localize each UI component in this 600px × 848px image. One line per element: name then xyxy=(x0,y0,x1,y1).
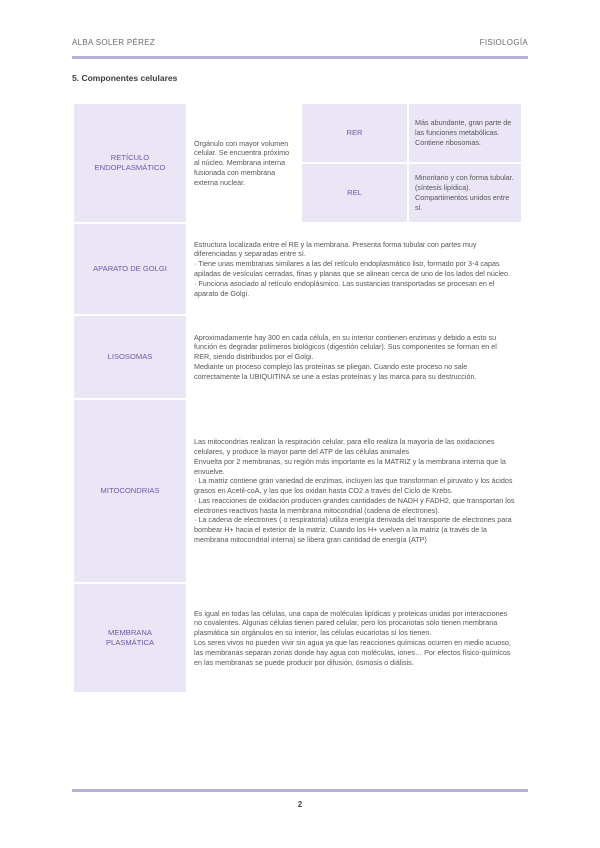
reticulo-description: Orgánulo con mayor volumen celular. Se encuentra próximo al núcleo. Membrana interna fusionada con membrana externa nuclear. xyxy=(188,104,300,222)
rer-label: RER xyxy=(302,104,407,162)
membrana-text: Es igual en todas las células, una capa de moléculas lipídicas y proteicas unidas por interacciones no covalentes. Algunas células tienen pared celular, pero los procariotas sólo tienen membrana plasmática sin orgánulos en su interior, las células eucariotas sí los tienen. Los seres vivos no pueden vivir sin agua ya que las reacciones químicas ocurren en medio acuoso, las membranas separan zonas donde hay agua con moléculas, iones… Por efectos físico-químicos en las membranas se puede producir por difusión, ósmosis o diálisis. xyxy=(188,584,521,692)
membrana-label: MEMBRANA PLASMÁTICA xyxy=(74,584,186,692)
header-divider xyxy=(72,56,528,59)
mitocondrias-text: Las mitocondrias realizan la respiración celular, para ello realiza la mayoría de las oxidaciones celulares, y produce la mayor parte del ATP de las células animales Envuelta por 2 membranas, su región más importante es la MATRIZ y la membrana interna que la envuelve. · La matriz contiene gran variedad de enzimas, incluyen las que transforman el piruvato y los ácidos grasos en Acetil-coA, y las que los oxidan hasta CO2 a través del Ciclo de Krebs. · Las reacciones de oxidación producen grandes cantidades de NADH y FADH2, que transportan los electrones reactivos hasta la membrana mitocondrial (cadena de electrones). · La cadena de electrones ( o respiratoria) utiliza energía derivada del transporte de electrones para bombear H+ hacia el exterior de la matriz. Cuando los H+ vuelven a la matriz (a través de la membrana mitocondrial interna) se libera gran cantidad de energía (ATP) xyxy=(188,400,521,582)
page-header xyxy=(72,38,528,50)
header-subject: FISIOLOGÍA xyxy=(479,38,528,47)
mitocondrias-label: MITOCONDRIAS xyxy=(74,400,186,582)
reticulo-label: RETÍCULO ENDOPLASMÁTICO xyxy=(74,104,186,222)
rer-text: Más abundante, gran parte de las funciones metabólicas. Contiene ribosomas. xyxy=(409,104,521,162)
rel-text: Minoritario y con forma tubular.(síntesis lipídica). Compartimentos unidos entre sí. xyxy=(409,164,521,222)
golgi-text: Estructura localizada entre el RE y la membrana. Presenta forma tubular con partes muy diferenciadas y separadas entre sí. · Tiene unas membranas similares a las del retículo endoplasmático liso, formado por 3-4 capas apiladas de vesículas cerradas, finas y planas que se alinean cerca de uno de los lados del núcleo. · Funciona asociado al retículo endoplásmico. Las sustancias transportadas se procesan en el aparato de Golgi. xyxy=(188,224,521,314)
page-number: 2 xyxy=(297,800,303,809)
lisosomas-text: Aproximadamente hay 300 en cada célula, en su interior contienen enzimas y debido a esto su función es degradar polímeros biológicos (digestión celular). Sus componentes se forman en el RER, siendo distribuidos por el Golgi. Mediante un proceso complejo las proteínas se pliegan. Cuando este proceso no sale correctamente la UBIQUITINA se une a estas proteínas y las marca para su destrucción. xyxy=(188,316,521,398)
section-title: 5. Componentes celulares xyxy=(72,73,178,83)
rel-label: REL xyxy=(302,164,407,222)
lisosomas-label: LISOSOMAS xyxy=(74,316,186,398)
components-table xyxy=(72,102,521,694)
golgi-label: APARATO DE GOLGI xyxy=(74,224,186,314)
header-author: ALBA SOLER PÉREZ xyxy=(72,38,156,47)
footer-divider xyxy=(72,789,528,792)
